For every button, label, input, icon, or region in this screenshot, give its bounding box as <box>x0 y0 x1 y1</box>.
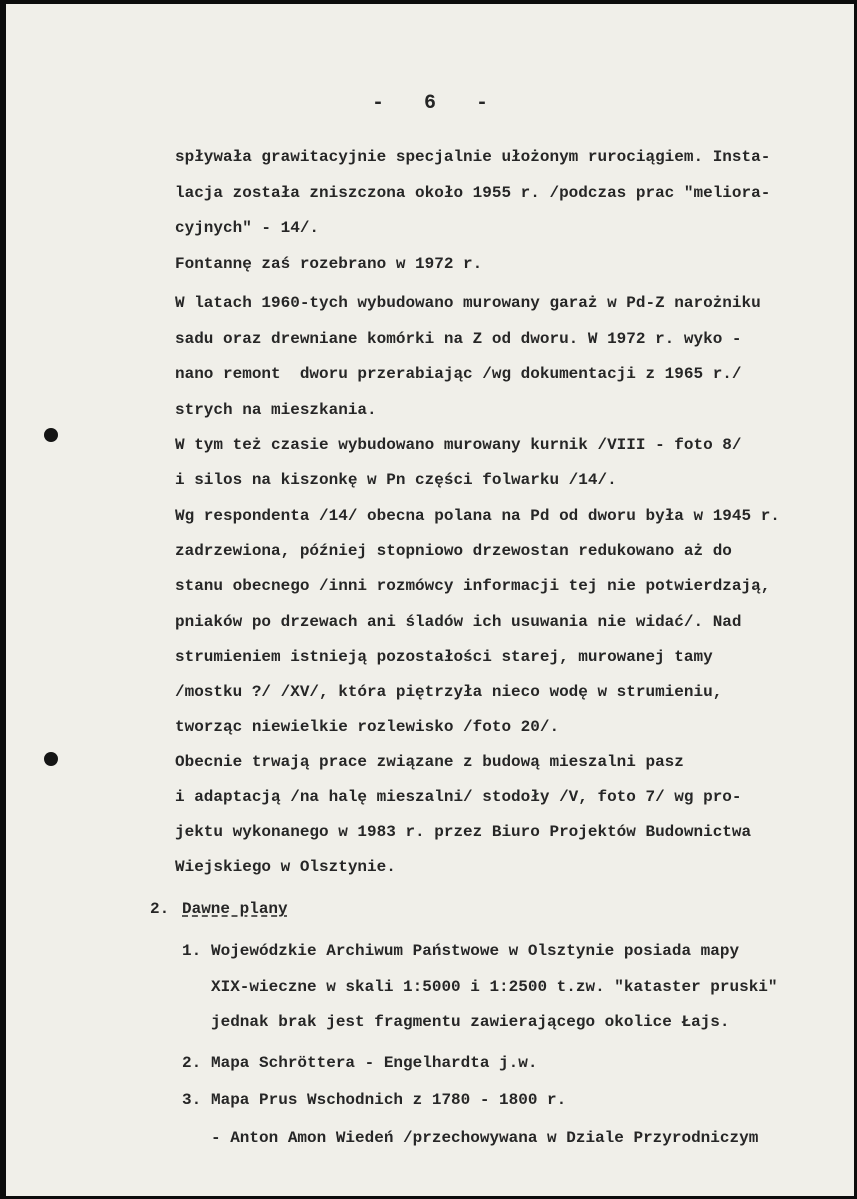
text-line: i silos na kiszonkę w Pn części folwarku /14/. <box>175 471 617 489</box>
list-item-text: - Anton Amon Wiedeń /przechowywana w Dziale Przyrodniczym <box>211 1129 759 1147</box>
text-line: tworząc niewielkie rozlewisko /foto 20/. <box>175 718 560 736</box>
text-line: zadrzewiona, później stopniowo drzewostan redukowano aż do <box>175 542 732 560</box>
text-line: W latach 1960-tych wybudowano murowany garaż w Pd-Z narożniku <box>175 294 761 312</box>
text-line: stanu obecnego /inni rozmówcy informacji tej nie potwierdzają, <box>175 577 771 595</box>
text-line: Wiejskiego w Olsztynie. <box>175 858 396 876</box>
list-item-text: Mapa Schröttera - Engelhardta j.w. <box>211 1054 538 1072</box>
document-page <box>6 4 854 1196</box>
text-line: Wg respondenta /14/ obecna polana na Pd od dworu była w 1945 r. <box>175 507 780 525</box>
text-line: W tym też czasie wybudowano murowany kurnik /VIII - foto 8/ <box>175 436 742 454</box>
text-line: Fontannę zaś rozebrano w 1972 r. <box>175 255 483 273</box>
section-title: Dawne plany <box>182 900 288 918</box>
text-line: i adaptacją /na halę mieszalni/ stodoły /V, foto 7/ wg pro- <box>175 788 742 806</box>
text-line: pniaków po drzewach ani śladów ich usuwania nie widać/. Nad <box>175 613 742 631</box>
text-line: strych na mieszkania. <box>175 401 377 419</box>
text-line: lacja została zniszczona około 1955 r. /podczas prac "meliora- <box>175 184 771 202</box>
punch-hole <box>44 428 58 442</box>
text-line: strumieniem istnieją pozostałości starej, murowanej tamy <box>175 648 713 666</box>
list-item-text: jednak brak jest fragmentu zawierającego okolice Łajs. <box>211 1013 730 1031</box>
list-item-text: XIX-wieczne w skali 1:5000 i 1:2500 t.zw. "kataster pruski" <box>211 978 778 996</box>
text-line: sadu oraz drewniane komórki na Z od dworu. W 1972 r. wyko - <box>175 330 742 348</box>
list-item-text: Wojewódzkie Archiwum Państwowe w Olsztynie posiada mapy <box>211 942 740 960</box>
page-number: - 6 - <box>371 92 488 115</box>
text-line: spływała grawitacyjnie specjalnie ułożonym rurociągiem. Insta- <box>175 148 771 166</box>
text-line: /mostku ?/ /XV/, która piętrzyła nieco wodę w strumieniu, <box>175 683 723 701</box>
text-line: nano remont dworu przerabiając /wg dokumentacji z 1965 r./ <box>175 365 742 383</box>
list-item-text: Mapa Prus Wschodnich z 1780 - 1800 r. <box>211 1091 567 1109</box>
list-item-number: 2. <box>182 1054 202 1072</box>
punch-hole <box>44 752 58 766</box>
text-line: Obecnie trwają prace związane z budową mieszalni pasz <box>175 753 684 771</box>
section-number: 2. <box>150 900 170 918</box>
list-item-number: 3. <box>182 1091 202 1109</box>
text-line: jektu wykonanego w 1983 r. przez Biuro Projektów Budownictwa <box>175 823 752 841</box>
text-line: cyjnych" - 14/. <box>175 219 320 237</box>
list-item-number: 1. <box>182 942 202 960</box>
